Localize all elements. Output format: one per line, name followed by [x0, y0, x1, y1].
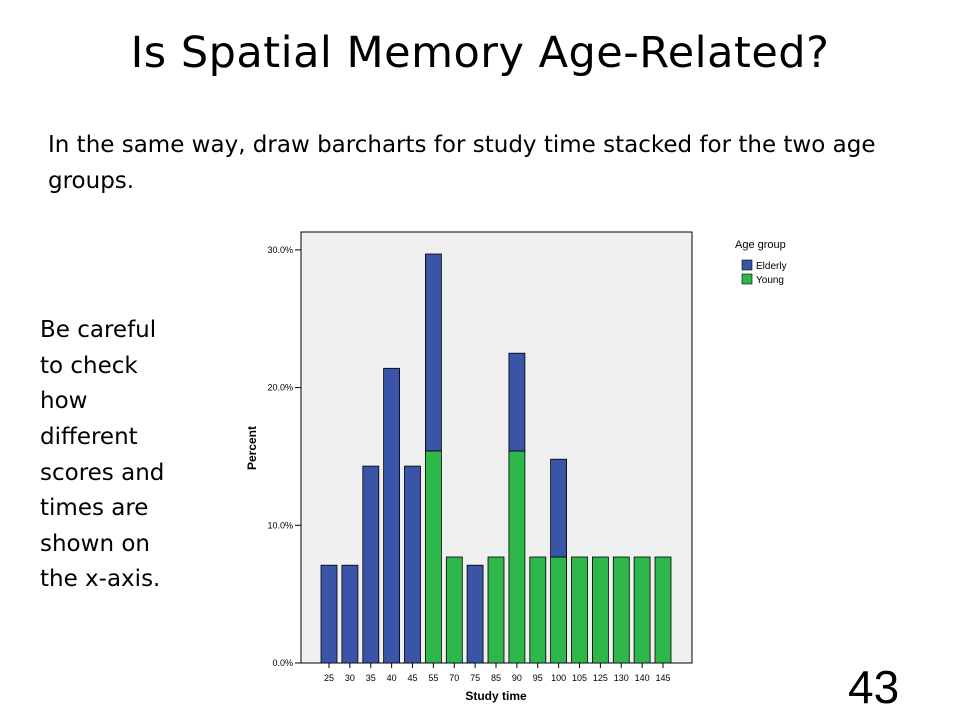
x-tick-label: 35 — [365, 673, 376, 683]
x-axis — [324, 663, 671, 683]
bar-young-125 — [592, 557, 608, 663]
x-tick-label: 130 — [613, 673, 629, 683]
y-tick-label: 30.0% — [267, 244, 293, 255]
bar-young-70 — [446, 557, 462, 663]
bar-young-140 — [634, 557, 650, 663]
bar-young-95 — [530, 557, 546, 663]
legend-label-elderly: Elderly — [756, 261, 787, 272]
bar-elderly-55 — [425, 254, 441, 451]
x-tick-label: 140 — [634, 673, 650, 683]
x-tick-label: 95 — [532, 673, 543, 683]
x-tick-label: 30 — [344, 673, 355, 683]
side-note-line: times are — [40, 495, 149, 522]
y-tick-label: 10.0% — [267, 520, 293, 531]
x-tick-label: 40 — [386, 673, 397, 683]
bar-elderly-45 — [405, 466, 421, 663]
x-tick-label: 105 — [571, 673, 588, 683]
side-note-line: to check — [40, 352, 138, 379]
legend-label-young: Young — [756, 275, 784, 286]
bar-young-145 — [655, 557, 671, 663]
bar-young-105 — [572, 557, 588, 663]
y-tick-label: 0.0% — [272, 658, 293, 668]
side-note-line: the x-axis. — [40, 566, 161, 593]
legend-swatch-young — [742, 274, 752, 284]
slide-title: Is Spatial Memory Age-Related? — [130, 28, 830, 78]
bar-young-55 — [425, 451, 441, 663]
legend-swatch-elderly — [742, 260, 752, 270]
bar-young-90 — [509, 451, 525, 663]
x-tick-label: 85 — [490, 673, 502, 683]
x-tick-label: 100 — [551, 673, 567, 683]
x-tick-label: 25 — [323, 673, 335, 683]
y-axis — [267, 245, 301, 668]
y-axis-title: Percent — [245, 425, 259, 471]
x-tick-label: 45 — [407, 673, 418, 683]
side-note-line: scores and — [40, 459, 165, 486]
x-tick-label: 55 — [428, 673, 439, 683]
legend — [735, 239, 787, 286]
x-tick-label: 75 — [470, 673, 481, 683]
side-note-line: shown on — [40, 530, 150, 557]
legend-title: Age group — [735, 239, 786, 251]
bar-elderly-100 — [551, 459, 567, 557]
y-tick-label: 20.0% — [267, 382, 293, 393]
x-tick-label: 125 — [592, 673, 608, 683]
bar-elderly-35 — [363, 466, 379, 663]
slide-number: 43 — [848, 661, 900, 713]
bar-elderly-25 — [321, 565, 337, 663]
bar-young-85 — [488, 557, 504, 663]
bar-young-130 — [613, 557, 629, 663]
bar-elderly-40 — [384, 368, 400, 663]
x-axis-title: Study time — [465, 689, 527, 703]
slide-subtitle: In the same way, draw barcharts for study time stacked for the two age groups. — [48, 132, 876, 194]
bar-elderly-75 — [467, 565, 483, 663]
bar-elderly-30 — [342, 565, 358, 663]
bar-elderly-90 — [509, 353, 525, 451]
x-tick-label: 90 — [511, 673, 522, 683]
x-tick-label: 145 — [655, 673, 671, 683]
side-note-line: different — [40, 423, 138, 450]
bar-young-100 — [551, 557, 567, 663]
side-note-line: Be careful — [40, 317, 157, 343]
x-tick-label: 70 — [449, 673, 460, 683]
side-note-line: how — [40, 388, 88, 415]
